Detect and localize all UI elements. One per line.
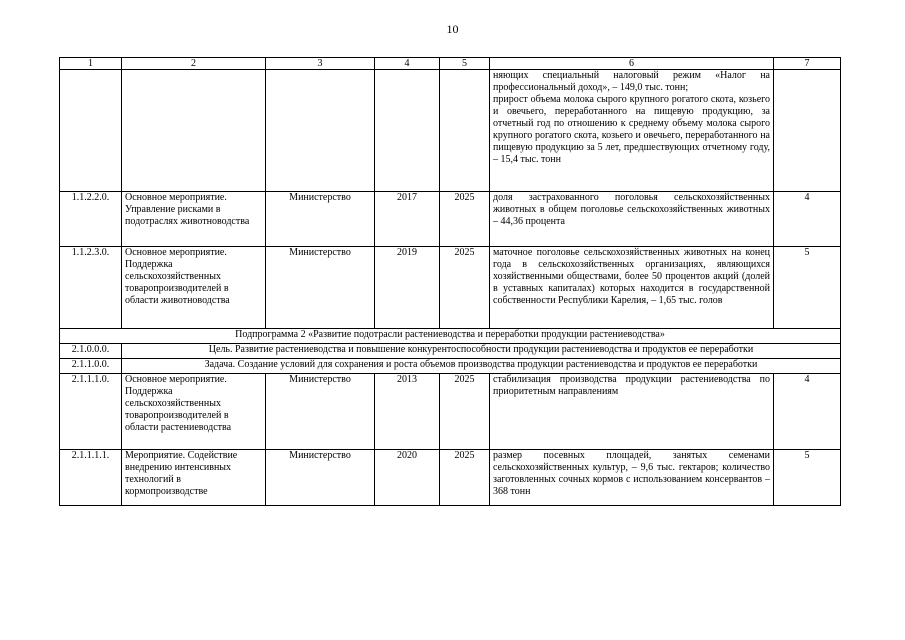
header-cell: 3 <box>266 58 375 70</box>
ref-cell: 4 <box>774 374 841 450</box>
ref-cell: 5 <box>774 450 841 506</box>
start-year-cell: 2017 <box>375 192 440 247</box>
name-cell: Мероприятие. Содействие внедрению интенсивных технологий в кормопроизводстве <box>122 450 266 506</box>
start-year-cell: 2019 <box>375 247 440 329</box>
header-cell: 6 <box>490 58 774 70</box>
name-cell: Основное мероприятие. Поддержка сельскохозяйственных товаропроизводителей в области растениеводства <box>122 374 266 450</box>
end-year-cell: 2025 <box>440 374 490 450</box>
result-cell: стабилизация производства продукции растениеводства по приоритетным направлениям <box>490 374 774 450</box>
result-text: прирост объема молока сырого крупного рогатого скота, козьего и овечьего, переработанного на пищевую продукцию, за отчетный год по отношению к среднему объему молока сырого крупного рогатого скота, козьего и овечьего, переработанного на пищевую продукцию за 5 лет, предшествующих отчетному году, – 15,4 тыс. тонн <box>493 94 770 165</box>
table-header-row <box>60 58 841 70</box>
end-year-cell: 2025 <box>440 192 490 247</box>
header-cell: 4 <box>375 58 440 70</box>
code-cell: 2.1.1.1.0. <box>60 374 122 450</box>
ref-cell: 5 <box>774 247 841 329</box>
code-cell: 2.1.1.0.0. <box>60 359 122 374</box>
result-cell: маточное поголовье сельскохозяйственных животных на конец года в сельскохозяйственных организациях, являющихся хозяйственными обществами, более 50 процентов акций (долей в уставных капиталах) которых находится в государственной собственности Республики Карелия, – 1,65 тыс. голов <box>490 247 774 329</box>
header-cell: 5 <box>440 58 490 70</box>
name-cell: Основное мероприятие. Управление рисками в подотраслях животноводства <box>122 192 266 247</box>
executor-cell: Министерство <box>266 247 375 329</box>
result-cell: размер посевных площадей, занятых семенами сельскохозяйственных культур, – 9,6 тыс. гектаров; количество заготовленных сочных кормов с использованием консервантов – 368 тонн <box>490 450 774 506</box>
goal-text: Цель. Развитие растениеводства и повышение конкурентоспособности продукции растениеводства и продуктов ее переработки <box>122 344 841 359</box>
result-text: няющих специальный налоговый режим «Налог на профессиональный доход», – 149,0 тыс. тонн; <box>493 70 770 93</box>
table-row <box>60 247 841 329</box>
header-cell: 7 <box>774 58 841 70</box>
header-cell: 2 <box>122 58 266 70</box>
code-cell: 2.1.0.0.0. <box>60 344 122 359</box>
code-cell: 1.1.2.2.0. <box>60 192 122 247</box>
name-cell: Основное мероприятие. Поддержка сельскохозяйственных товаропроизводителей в области животноводства <box>122 247 266 329</box>
table-row-continuation <box>60 70 841 192</box>
subprogram-title: Подпрограмма 2 «Развитие подотрасли растениеводства и переработки продукции растениеводства» <box>60 329 841 344</box>
task-text: Задача. Создание условий для сохранения и роста объемов производства продукции растениеводства и продуктов ее переработки <box>122 359 841 374</box>
executor-cell: Министерство <box>266 450 375 506</box>
program-table <box>59 57 841 506</box>
table-row <box>60 192 841 247</box>
executor-cell: Министерство <box>266 374 375 450</box>
executor-cell: Министерство <box>266 192 375 247</box>
goal-row <box>60 344 841 359</box>
result-cell: доля застрахованного поголовья сельскохозяйственных животных в общем поголовье сельскохозяйственных животных – 44,36 процента <box>490 192 774 247</box>
code-cell: 2.1.1.1.1. <box>60 450 122 506</box>
table-row <box>60 450 841 506</box>
page-number: 10 <box>446 22 459 36</box>
task-row <box>60 359 841 374</box>
subprogram-row <box>60 329 841 344</box>
result-cell <box>490 70 774 192</box>
end-year-cell: 2025 <box>440 450 490 506</box>
header-cell: 1 <box>60 58 122 70</box>
table-row <box>60 374 841 450</box>
end-year-cell: 2025 <box>440 247 490 329</box>
start-year-cell: 2020 <box>375 450 440 506</box>
code-cell: 1.1.2.3.0. <box>60 247 122 329</box>
ref-cell: 4 <box>774 192 841 247</box>
start-year-cell: 2013 <box>375 374 440 450</box>
